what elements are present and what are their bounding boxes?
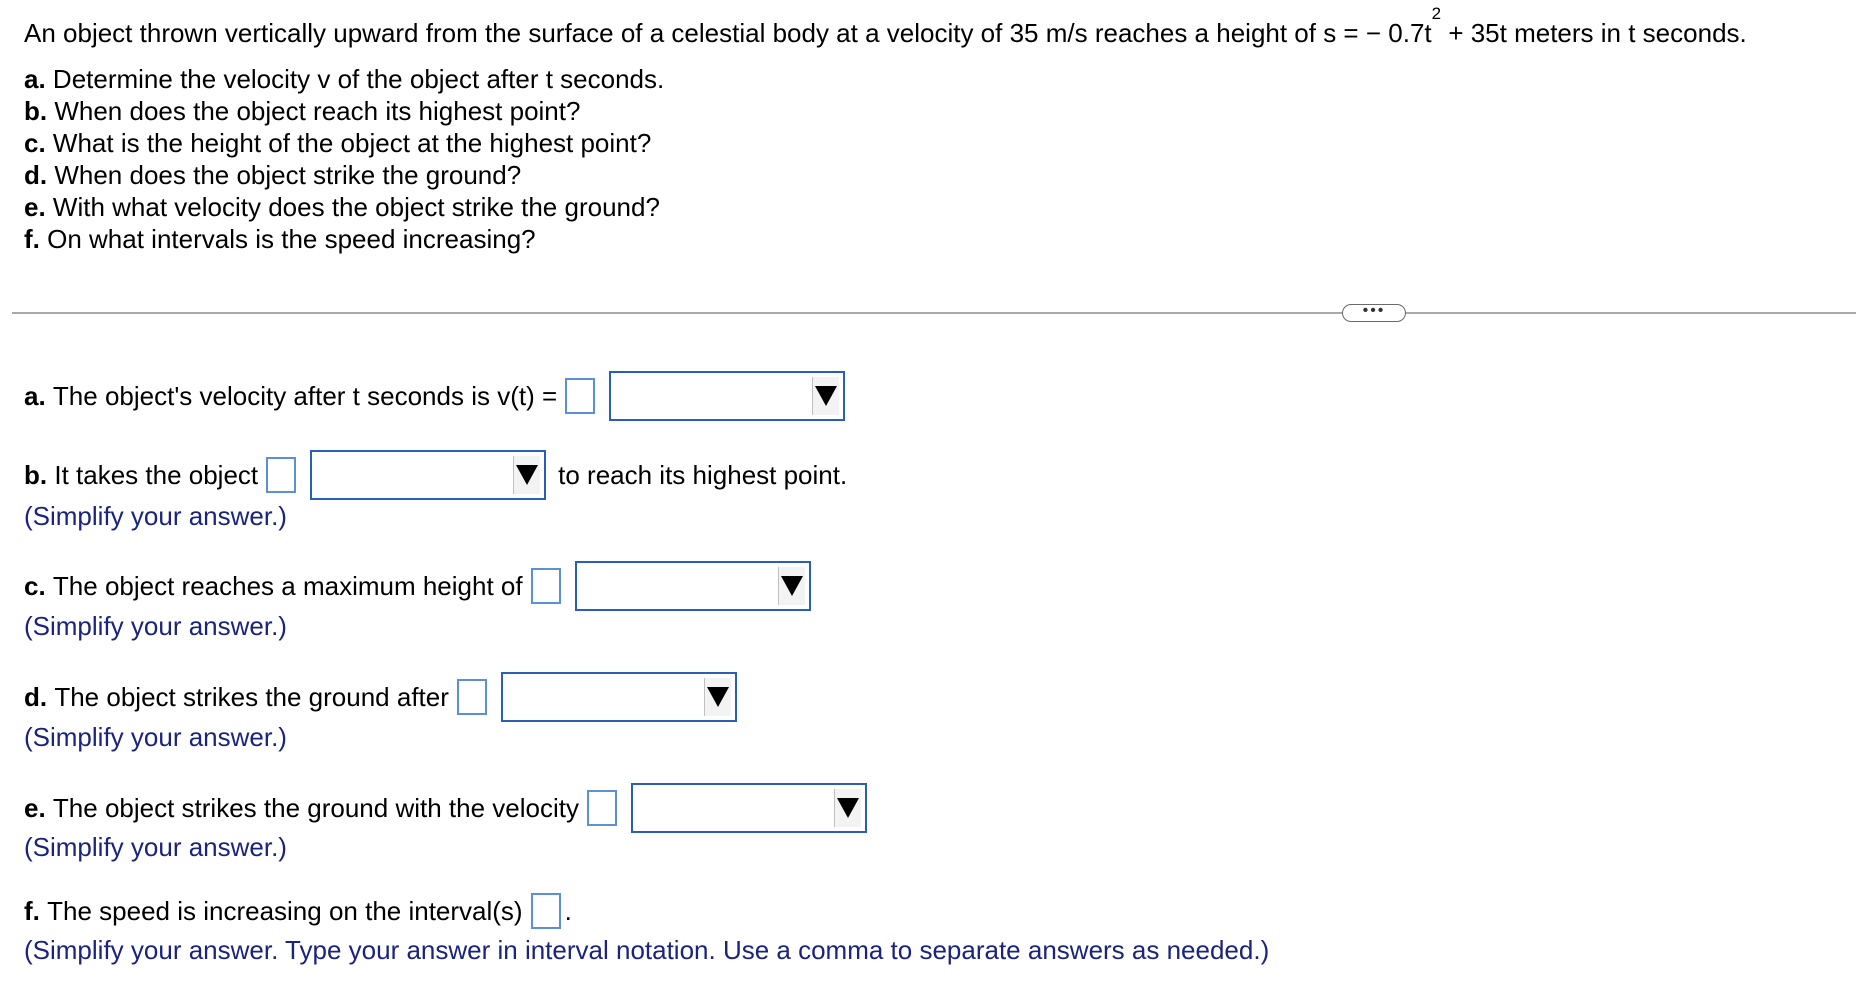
problem-intro: An object thrown vertically upward from the surface of a celestial body at a velocity of 35 m/s reaches a height of s = xyxy=(24,18,1359,48)
answer-e-text: The object strikes the ground with the velocity xyxy=(52,793,579,823)
answer-e-hint: (Simplify your answer.) xyxy=(24,832,287,862)
ground-time-units-select[interactable] xyxy=(501,672,737,722)
question-part-a: a. Determine the velocity v of the object after t seconds. xyxy=(24,64,665,94)
time-highest-input[interactable] xyxy=(266,457,296,493)
answer-b-hint: (Simplify your answer.) xyxy=(24,501,287,531)
answer-f-text: The speed is increasing on the interval(s) xyxy=(47,896,523,926)
answer-e-label: e. xyxy=(24,793,46,823)
answer-a-label: a. xyxy=(24,381,46,411)
question-part-d: d. When does the object strike the ground? xyxy=(24,160,522,190)
dropdown-arrow-icon xyxy=(834,789,861,827)
answer-d-hint: (Simplify your answer.) xyxy=(24,722,287,752)
answer-row-b xyxy=(24,450,847,500)
answer-f-hint: (Simplify your answer. Type your answer in interval notation. Use a comma to separate answers as needed.) xyxy=(24,935,1270,965)
ground-velocity-input[interactable] xyxy=(587,790,617,826)
answer-row-d xyxy=(24,672,737,722)
answer-row-f xyxy=(24,893,572,929)
formula-exponent: 2 xyxy=(1431,4,1442,23)
ground-time-input[interactable] xyxy=(457,679,487,715)
more-options-button[interactable]: ••• xyxy=(1342,304,1406,322)
section-divider xyxy=(12,312,1856,314)
formula-rest: + 35t meters in t seconds. xyxy=(1441,18,1747,48)
dropdown-arrow-icon xyxy=(704,678,731,716)
answer-row-c xyxy=(24,561,811,611)
answer-c-label: c. xyxy=(24,571,46,601)
time-highest-units-select[interactable] xyxy=(310,450,546,500)
question-part-b: b. When does the object reach its highest point? xyxy=(24,96,581,126)
question-part-f: f. On what intervals is the speed increasing? xyxy=(24,224,536,254)
question-part-c: c. What is the height of the object at the highest point? xyxy=(24,128,652,158)
answer-f-after: . xyxy=(564,896,572,926)
answer-d-label: d. xyxy=(24,682,48,712)
answer-c-text: The object reaches a maximum height of xyxy=(52,571,523,601)
formula-coef: − 0.7t xyxy=(1358,18,1432,48)
velocity-input[interactable] xyxy=(565,378,595,414)
problem-statement xyxy=(24,4,1747,49)
answer-b-label: b. xyxy=(24,460,48,490)
answer-a-text: The object's velocity after t seconds is v(t) = xyxy=(52,381,558,411)
answer-d-text: The object strikes the ground after xyxy=(54,682,449,712)
max-height-input[interactable] xyxy=(531,568,561,604)
dropdown-arrow-icon xyxy=(778,567,805,605)
answer-row-e xyxy=(24,783,867,833)
max-height-units-select[interactable] xyxy=(575,561,811,611)
answer-row-a xyxy=(24,371,845,421)
answer-f-label: f. xyxy=(24,896,40,926)
answer-b-text: It takes the object xyxy=(54,460,259,490)
dropdown-arrow-icon xyxy=(513,456,540,494)
answer-b-after: to reach its highest point. xyxy=(558,460,848,490)
velocity-units-select[interactable] xyxy=(609,371,845,421)
speed-interval-input[interactable] xyxy=(531,893,561,929)
answer-c-hint: (Simplify your answer.) xyxy=(24,611,287,641)
ground-velocity-units-select[interactable] xyxy=(631,783,867,833)
dropdown-arrow-icon xyxy=(812,377,839,415)
question-part-e: e. With what velocity does the object strike the ground? xyxy=(24,192,660,222)
